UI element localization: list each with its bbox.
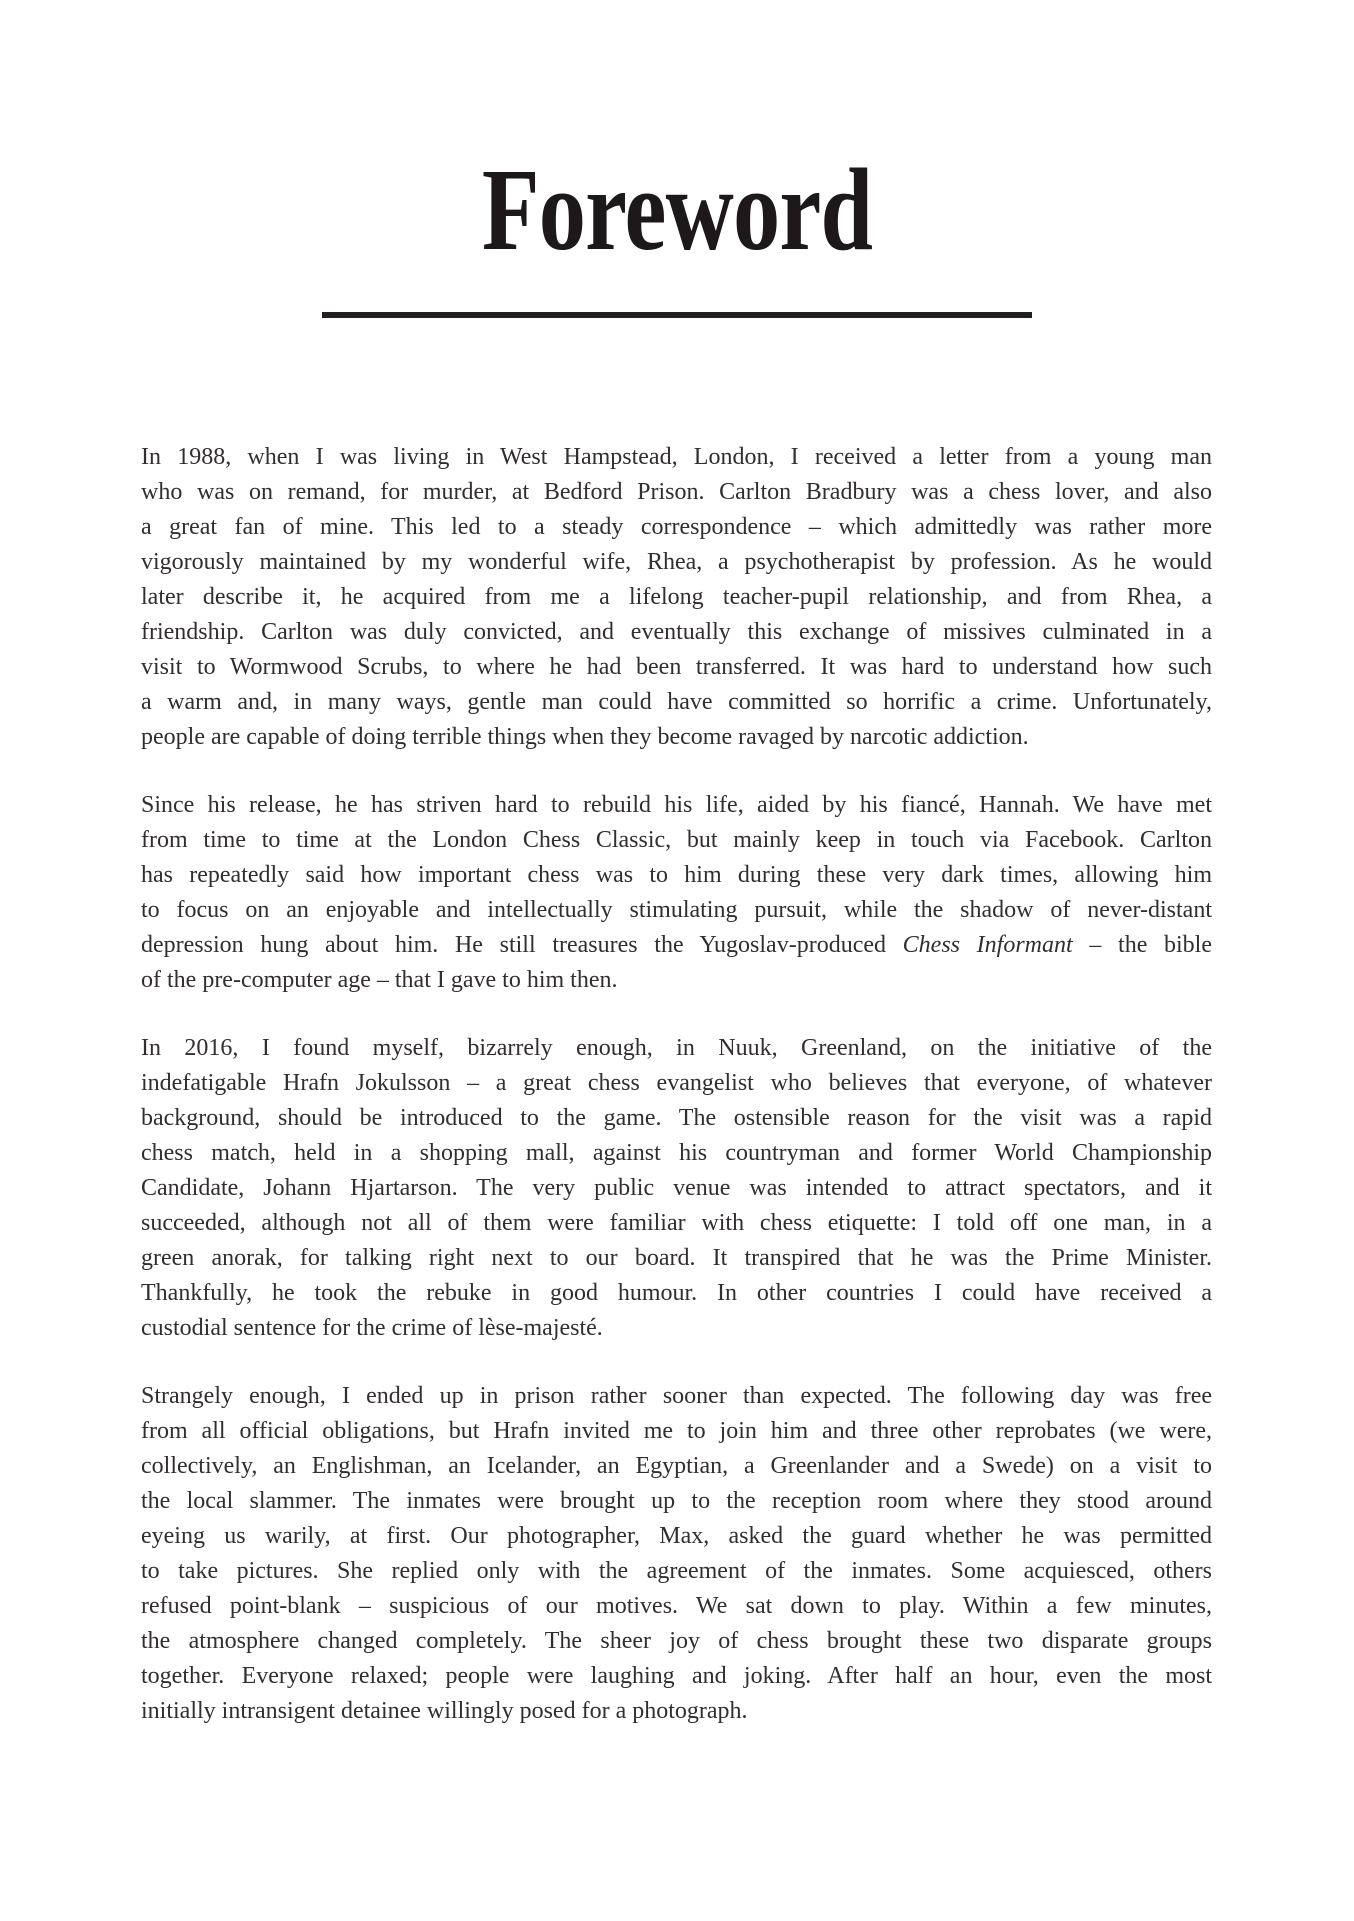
text-line <box>141 1414 1212 1449</box>
text-line <box>141 1554 1212 1589</box>
text-segment: – the bible <box>1072 932 1213 958</box>
text-line <box>141 1484 1212 1519</box>
text-segment: people are capable of doing terrible things when they become ravaged by narcotic addiction. <box>141 724 1029 750</box>
text-segment: depression hung about him. He still treasures the Yugoslav-produced <box>141 932 903 958</box>
text-line <box>141 685 1212 720</box>
text-segment: In 1988, when I was living in West Hampstead, London, I received a letter from a young man <box>141 444 1212 470</box>
text-line <box>141 788 1212 823</box>
text-line <box>141 1276 1212 1311</box>
text-line <box>141 1311 1212 1346</box>
text-segment: a great fan of mine. This led to a steady correspondence – which admittedly was rather more <box>141 514 1212 540</box>
text-segment: to take pictures. She replied only with the agreement of the inmates. Some acquiesced, others <box>141 1558 1212 1584</box>
text-line <box>141 1136 1212 1171</box>
text-line <box>141 963 1212 998</box>
text-line <box>141 1031 1212 1066</box>
text-line <box>141 1066 1212 1101</box>
text-segment: Candidate, Johann Hjartarson. The very public venue was intended to attract spectators, and it <box>141 1175 1212 1201</box>
text-segment: the local slammer. The inmates were brought up to the reception room where they stood around <box>141 1488 1212 1514</box>
text-segment: succeeded, although not all of them were familiar with chess etiquette: I told off one man, in a <box>141 1210 1212 1236</box>
text-line <box>141 1449 1212 1484</box>
paragraph <box>141 1031 1212 1346</box>
text-line <box>141 858 1212 893</box>
text-segment: the atmosphere changed completely. The sheer joy of chess brought these two disparate groups <box>141 1628 1212 1654</box>
text-line <box>141 1206 1212 1241</box>
text-segment: In 2016, I found myself, bizarrely enough, in Nuuk, Greenland, on the initiative of the <box>141 1035 1212 1061</box>
text-line <box>141 1624 1212 1659</box>
page-title: Foreword <box>481 144 873 275</box>
text-segment: together. Everyone relaxed; people were laughing and joking. After half an hour, even the most <box>141 1663 1212 1689</box>
text-segment: eyeing us warily, at first. Our photographer, Max, asked the guard whether he was permitted <box>141 1523 1212 1549</box>
text-line <box>141 1379 1212 1414</box>
text-segment: later describe it, he acquired from me a lifelong teacher-pupil relationship, and from Rhea, a <box>141 584 1212 610</box>
text-segment: collectively, an Englishman, an Icelander, an Egyptian, a Greenlander and a Swede) on a visit to <box>141 1453 1212 1479</box>
text-line <box>141 1241 1212 1276</box>
paragraph <box>141 1379 1212 1729</box>
text-line <box>141 720 1212 755</box>
text-segment: from all official obligations, but Hrafn invited me to join him and three other reprobates (we were, <box>141 1418 1212 1444</box>
text-segment: who was on remand, for murder, at Bedford Prison. Carlton Bradbury was a chess lover, and also <box>141 479 1212 505</box>
text-line <box>141 510 1212 545</box>
text-line <box>141 823 1212 858</box>
text-line <box>141 1171 1212 1206</box>
text-line <box>141 475 1212 510</box>
italic-text-segment: Chess Informant <box>902 932 1073 958</box>
text-segment: to focus on an enjoyable and intellectually stimulating pursuit, while the shadow of never-distant <box>141 897 1212 923</box>
paragraph <box>141 788 1212 998</box>
text-line <box>141 615 1212 650</box>
text-line <box>141 545 1212 580</box>
text-segment: refused point-blank – suspicious of our motives. We sat down to play. Within a few minutes, <box>141 1593 1212 1619</box>
text-segment: chess match, held in a shopping mall, against his countryman and former World Championship <box>141 1140 1212 1166</box>
text-segment: indefatigable Hrafn Jokulsson – a great chess evangelist who believes that everyone, of whatever <box>141 1070 1212 1096</box>
text-line <box>141 1589 1212 1624</box>
text-segment: background, should be introduced to the game. The ostensible reason for the visit was a rapid <box>141 1105 1212 1131</box>
text-line <box>141 1519 1212 1554</box>
text-line <box>141 580 1212 615</box>
text-line <box>141 1659 1212 1694</box>
text-segment: initially intransigent detainee willingly posed for a photograph. <box>141 1698 748 1724</box>
text-line <box>141 928 1212 963</box>
text-line <box>141 650 1212 685</box>
text-segment: a warm and, in many ways, gentle man could have committed so horrific a crime. Unfortunately, <box>141 689 1212 715</box>
text-line <box>141 440 1212 475</box>
text-segment: Since his release, he has striven hard to rebuild his life, aided by his fiancé, Hannah. We have met <box>141 792 1212 818</box>
text-segment: custodial sentence for the crime of lèse-majesté. <box>141 1315 603 1341</box>
foreword-text <box>0 440 1354 1729</box>
text-segment: has repeatedly said how important chess was to him during these very dark times, allowing him <box>141 862 1212 888</box>
text-segment: vigorously maintained by my wonderful wife, Rhea, a psychotherapist by profession. As he would <box>141 549 1212 575</box>
text-line <box>141 1101 1212 1136</box>
text-segment: Thankfully, he took the rebuke in good humour. In other countries I could have received a <box>141 1280 1212 1306</box>
text-segment: of the pre-computer age – that I gave to him then. <box>141 967 618 993</box>
text-segment: Strangely enough, I ended up in prison rather sooner than expected. The following day was free <box>141 1383 1212 1409</box>
paragraph <box>141 440 1212 755</box>
text-segment: from time to time at the London Chess Classic, but mainly keep in touch via Facebook. Carlton <box>141 827 1212 853</box>
text-line <box>141 893 1212 928</box>
title-rule <box>322 312 1032 318</box>
text-segment: friendship. Carlton was duly convicted, and eventually this exchange of missives culminated in a <box>141 619 1212 645</box>
text-segment: green anorak, for talking right next to our board. It transpired that he was the Prime Minister. <box>141 1245 1212 1271</box>
text-line <box>141 1694 1212 1729</box>
text-segment: visit to Wormwood Scrubs, to where he had been transferred. It was hard to understand how such <box>141 654 1212 680</box>
